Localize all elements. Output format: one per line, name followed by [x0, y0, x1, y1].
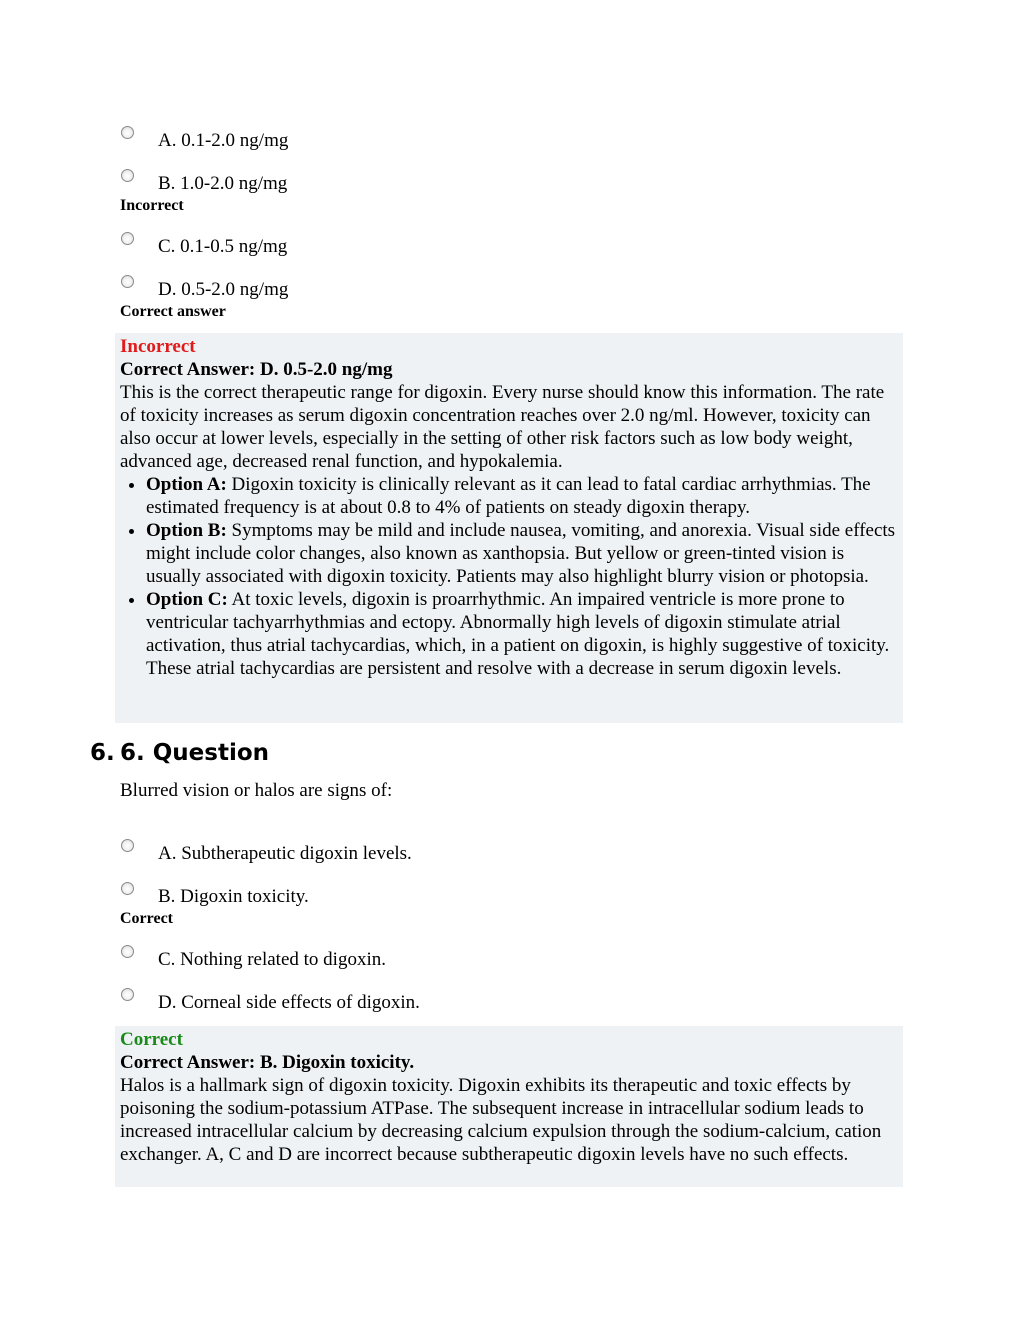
q6-feedback-box	[115, 1026, 903, 1187]
feedback-status: Incorrect	[120, 336, 196, 357]
question-number: 6.	[90, 740, 115, 766]
option-label: B. Digoxin toxicity.	[158, 886, 309, 907]
list-item	[146, 473, 903, 519]
option-b-text: Symptoms may be mild and include nausea, vomiting, and anorexia. Visual side effects might include color changes, also known as xanthopsia. But yellow or green-tinted vision is usually associated with digoxin toxicity. Patients may also highlight blurry vision or photopsia.	[146, 520, 896, 587]
option-label: A. Subtherapeutic digoxin levels.	[158, 843, 412, 864]
list-item	[146, 519, 903, 588]
correct-answer-text: Correct Answer: D. 0.5-2.0 ng/mg	[120, 359, 393, 380]
question-title: 6. Question	[120, 740, 270, 766]
radio-button[interactable]	[121, 882, 134, 895]
option-c-label: Option C:	[146, 589, 228, 610]
explanation-text: This is the correct therapeutic range for digoxin. Every nurse should know this information. The rate of toxicity increases as serum digoxin concentration reaches over 2.0 ng/ml. However, toxicity can also occur at lower levels, especially in the setting of other risk factors such as low body weight, advanced age, decreased renal function, and hypokalemia.	[120, 382, 885, 472]
radio-button[interactable]	[121, 126, 134, 139]
radio-button[interactable]	[121, 839, 134, 852]
feedback-status: Correct	[120, 1029, 183, 1050]
option-label: D. 0.5-2.0 ng/mg	[158, 279, 289, 300]
explanation-text: Halos is a hallmark sign of digoxin toxicity. Digoxin exhibits its therapeutic and toxic effects by poisoning the sodium-potassium ATPase. The subsequent increase in intracellular sodium leads to increased intracellular calcium by decreasing calcium expulsion through the sodium-calcium, cation exchanger. A, C and D are incorrect because subtherapeutic digoxin levels have no such effects.	[120, 1075, 882, 1165]
option-label: B. 1.0-2.0 ng/mg	[158, 173, 288, 194]
correct-mark: Correct	[120, 910, 173, 927]
question-text: Blurred vision or halos are signs of:	[120, 780, 393, 801]
q5-feedback-box	[115, 333, 903, 723]
radio-button[interactable]	[121, 275, 134, 288]
radio-button[interactable]	[121, 232, 134, 245]
radio-button[interactable]	[121, 988, 134, 1001]
option-label: D. Corneal side effects of digoxin.	[158, 992, 420, 1013]
option-label: A. 0.1-2.0 ng/mg	[158, 130, 289, 151]
correct-answer-text: Correct Answer: B. Digoxin toxicity.	[120, 1052, 415, 1073]
radio-button[interactable]	[121, 169, 134, 182]
option-a-label: Option A:	[146, 474, 227, 495]
radio-button[interactable]	[121, 945, 134, 958]
correct-answer-mark: Correct answer	[120, 303, 226, 320]
option-b-label: Option B:	[146, 520, 227, 541]
option-c-text: At toxic levels, digoxin is proarrhythmic. An impaired ventricle is more prone to ventricular tachyarrhythmias and ectopy. Abnormally high levels of digoxin stimulate atrial activation, thus atrial tachycardias, which, in a patient on digoxin, is highly suggestive of toxicity. These atrial tachycardias are persistent and resolve with a decrease in serum digoxin levels.	[146, 589, 890, 679]
list-item	[146, 588, 903, 680]
question-heading	[90, 740, 269, 766]
option-label: C. 0.1-0.5 ng/mg	[158, 236, 288, 257]
incorrect-mark: Incorrect	[120, 197, 184, 214]
option-label: C. Nothing related to digoxin.	[158, 949, 386, 970]
option-explanations	[120, 473, 903, 680]
option-a-text: Digoxin toxicity is clinically relevant as it can lead to fatal cardiac arrhythmias. The estimated frequency is at about 0.8 to 4% of patients on steady digoxin therapy.	[146, 474, 871, 518]
